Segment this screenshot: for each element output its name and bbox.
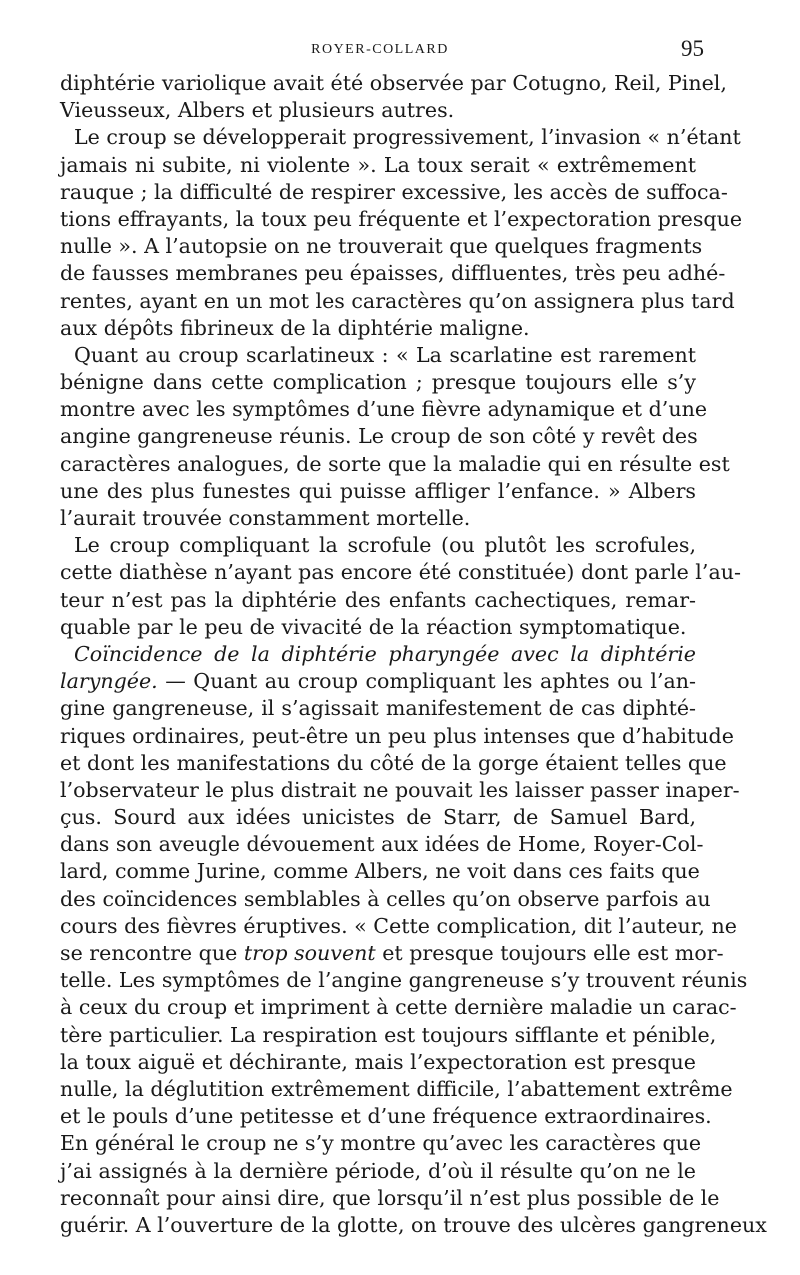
text-line: jamais ni subite, ni violente ». La toux serait « extrêmement	[60, 152, 696, 177]
text-line: angine gangreneuse réunis. Le croup de son côté y revêt des	[60, 424, 698, 449]
text-line: Le croup se développerait progressivement, l’invasion « n’étant	[74, 125, 741, 150]
text-line: cette diathèse n’ayant pas encore été constituée) dont parle l’au-	[60, 560, 741, 585]
text-line: quable par le peu de vivacité de la réaction symptomatique.	[60, 614, 687, 639]
text-line: à ceux du croup et impriment à cette dernière maladie un carac-	[60, 995, 737, 1020]
text-line: et le pouls d’une petitesse et d’une fréquence extraordinaires.	[60, 1104, 712, 1129]
text-line: rentes, ayant en un mot les caractères qu’on assignera plus tard	[60, 288, 735, 313]
text-line: Coïncidence de la diphtérie pharyngée avec la diphtérie	[74, 641, 696, 666]
text-line: nulle ». A l’autopsie on ne trouverait que quelques fragments	[60, 234, 703, 259]
text-line: teur n’est pas la diphtérie des enfants cachectiques, remar-	[60, 587, 696, 612]
text-line: Quant au croup scarlatineux : « La scarlatine est rarement	[74, 342, 696, 367]
text-line: aux dépôts fibrineux de la diphtérie maligne.	[60, 315, 530, 340]
text-line: diphtérie variolique avait été observée par Cotugno, Reil, Pinel,	[60, 71, 727, 95]
running-title: ROYER-COLLARD	[311, 42, 449, 57]
text-line: une des plus funestes qui puisse affliger l’enfance. » Albers	[60, 478, 696, 503]
text-line: l’observateur le plus distrait ne pouvait les laisser passer inaper-	[60, 777, 740, 802]
text-line: tère particulier. La respiration est toujours sifflante et pénible,	[60, 1022, 717, 1047]
text-line: riques ordinaires, peut-être un peu plus intenses que d’habitude	[60, 723, 734, 748]
text-line: montre avec les symptômes d’une fièvre adynamique et d’une	[60, 397, 708, 422]
text-line: nulle, la déglutition extrêmement difficile, l’abattement extrême	[60, 1076, 733, 1101]
text-line: des coïncidences semblables à celles qu’on observe parfois au	[60, 886, 711, 911]
text-line: la toux aiguë et déchirante, mais l’expectoration est presque	[60, 1049, 696, 1074]
text-line: tions effrayants, la toux peu fréquente et l’expectoration presque	[60, 206, 743, 231]
text-line: guérir. A l’ouverture de la glotte, on trouve des ulcères gangreneux	[60, 1212, 767, 1237]
text-line: Vieusseux, Albers et plusieurs autres.	[60, 98, 455, 123]
text-line: lard, comme Jurine, comme Albers, ne voit dans ces faits que	[60, 859, 700, 884]
text-line: En général le croup ne s’y montre qu’avec les caractères que	[60, 1131, 702, 1156]
text-line: reconnaît pour ainsi dire, que lorsqu’il n’est plus possible de le	[60, 1185, 720, 1210]
text-line: çus. Sourd aux idées unicistes de Starr, de Samuel Bard,	[60, 805, 696, 830]
text-line: et dont les manifestations du côté de la gorge étaient telles que	[60, 750, 727, 775]
text-line: de fausses membranes peu épaisses, diffluentes, très peu adhé-	[60, 261, 726, 286]
text-line: laryngée. — Quant au croup compliquant les aphtes ou l’an-	[60, 669, 696, 694]
text-line: Le croup compliquant la scrofule (ou plutôt les scrofules,	[74, 533, 696, 558]
body-text	[60, 70, 767, 1239]
text-line: telle. Les symptômes de l’angine gangreneuse s’y trouvent réunis	[60, 968, 748, 993]
text-line: caractères analogues, de sorte que la maladie qui en résulte est	[60, 451, 730, 476]
text-line: l’aurait trouvée constamment mortelle.	[60, 506, 471, 530]
text-line: gine gangreneuse, il s’agissait manifestement de cas diphté-	[60, 696, 696, 721]
text-line: cours des fièvres éruptives. « Cette complication, dit l’auteur, ne	[60, 913, 737, 938]
text-line: bénigne dans cette complication ; presque toujours elle s’y	[60, 370, 696, 395]
text-line: dans son aveugle dévouement aux idées de Home, Royer-Col-	[60, 832, 704, 857]
text-line: rauque ; la difficulté de respirer excessive, les accès de suffoca-	[60, 179, 728, 204]
running-head	[60, 36, 704, 62]
text-line: j’ai assignés à la dernière période, d’où il résulte qu’on ne le	[60, 1158, 696, 1183]
text-line: se rencontre que trop souvent et presque toujours elle est mor-	[60, 941, 724, 965]
page-number: 95	[681, 36, 704, 61]
